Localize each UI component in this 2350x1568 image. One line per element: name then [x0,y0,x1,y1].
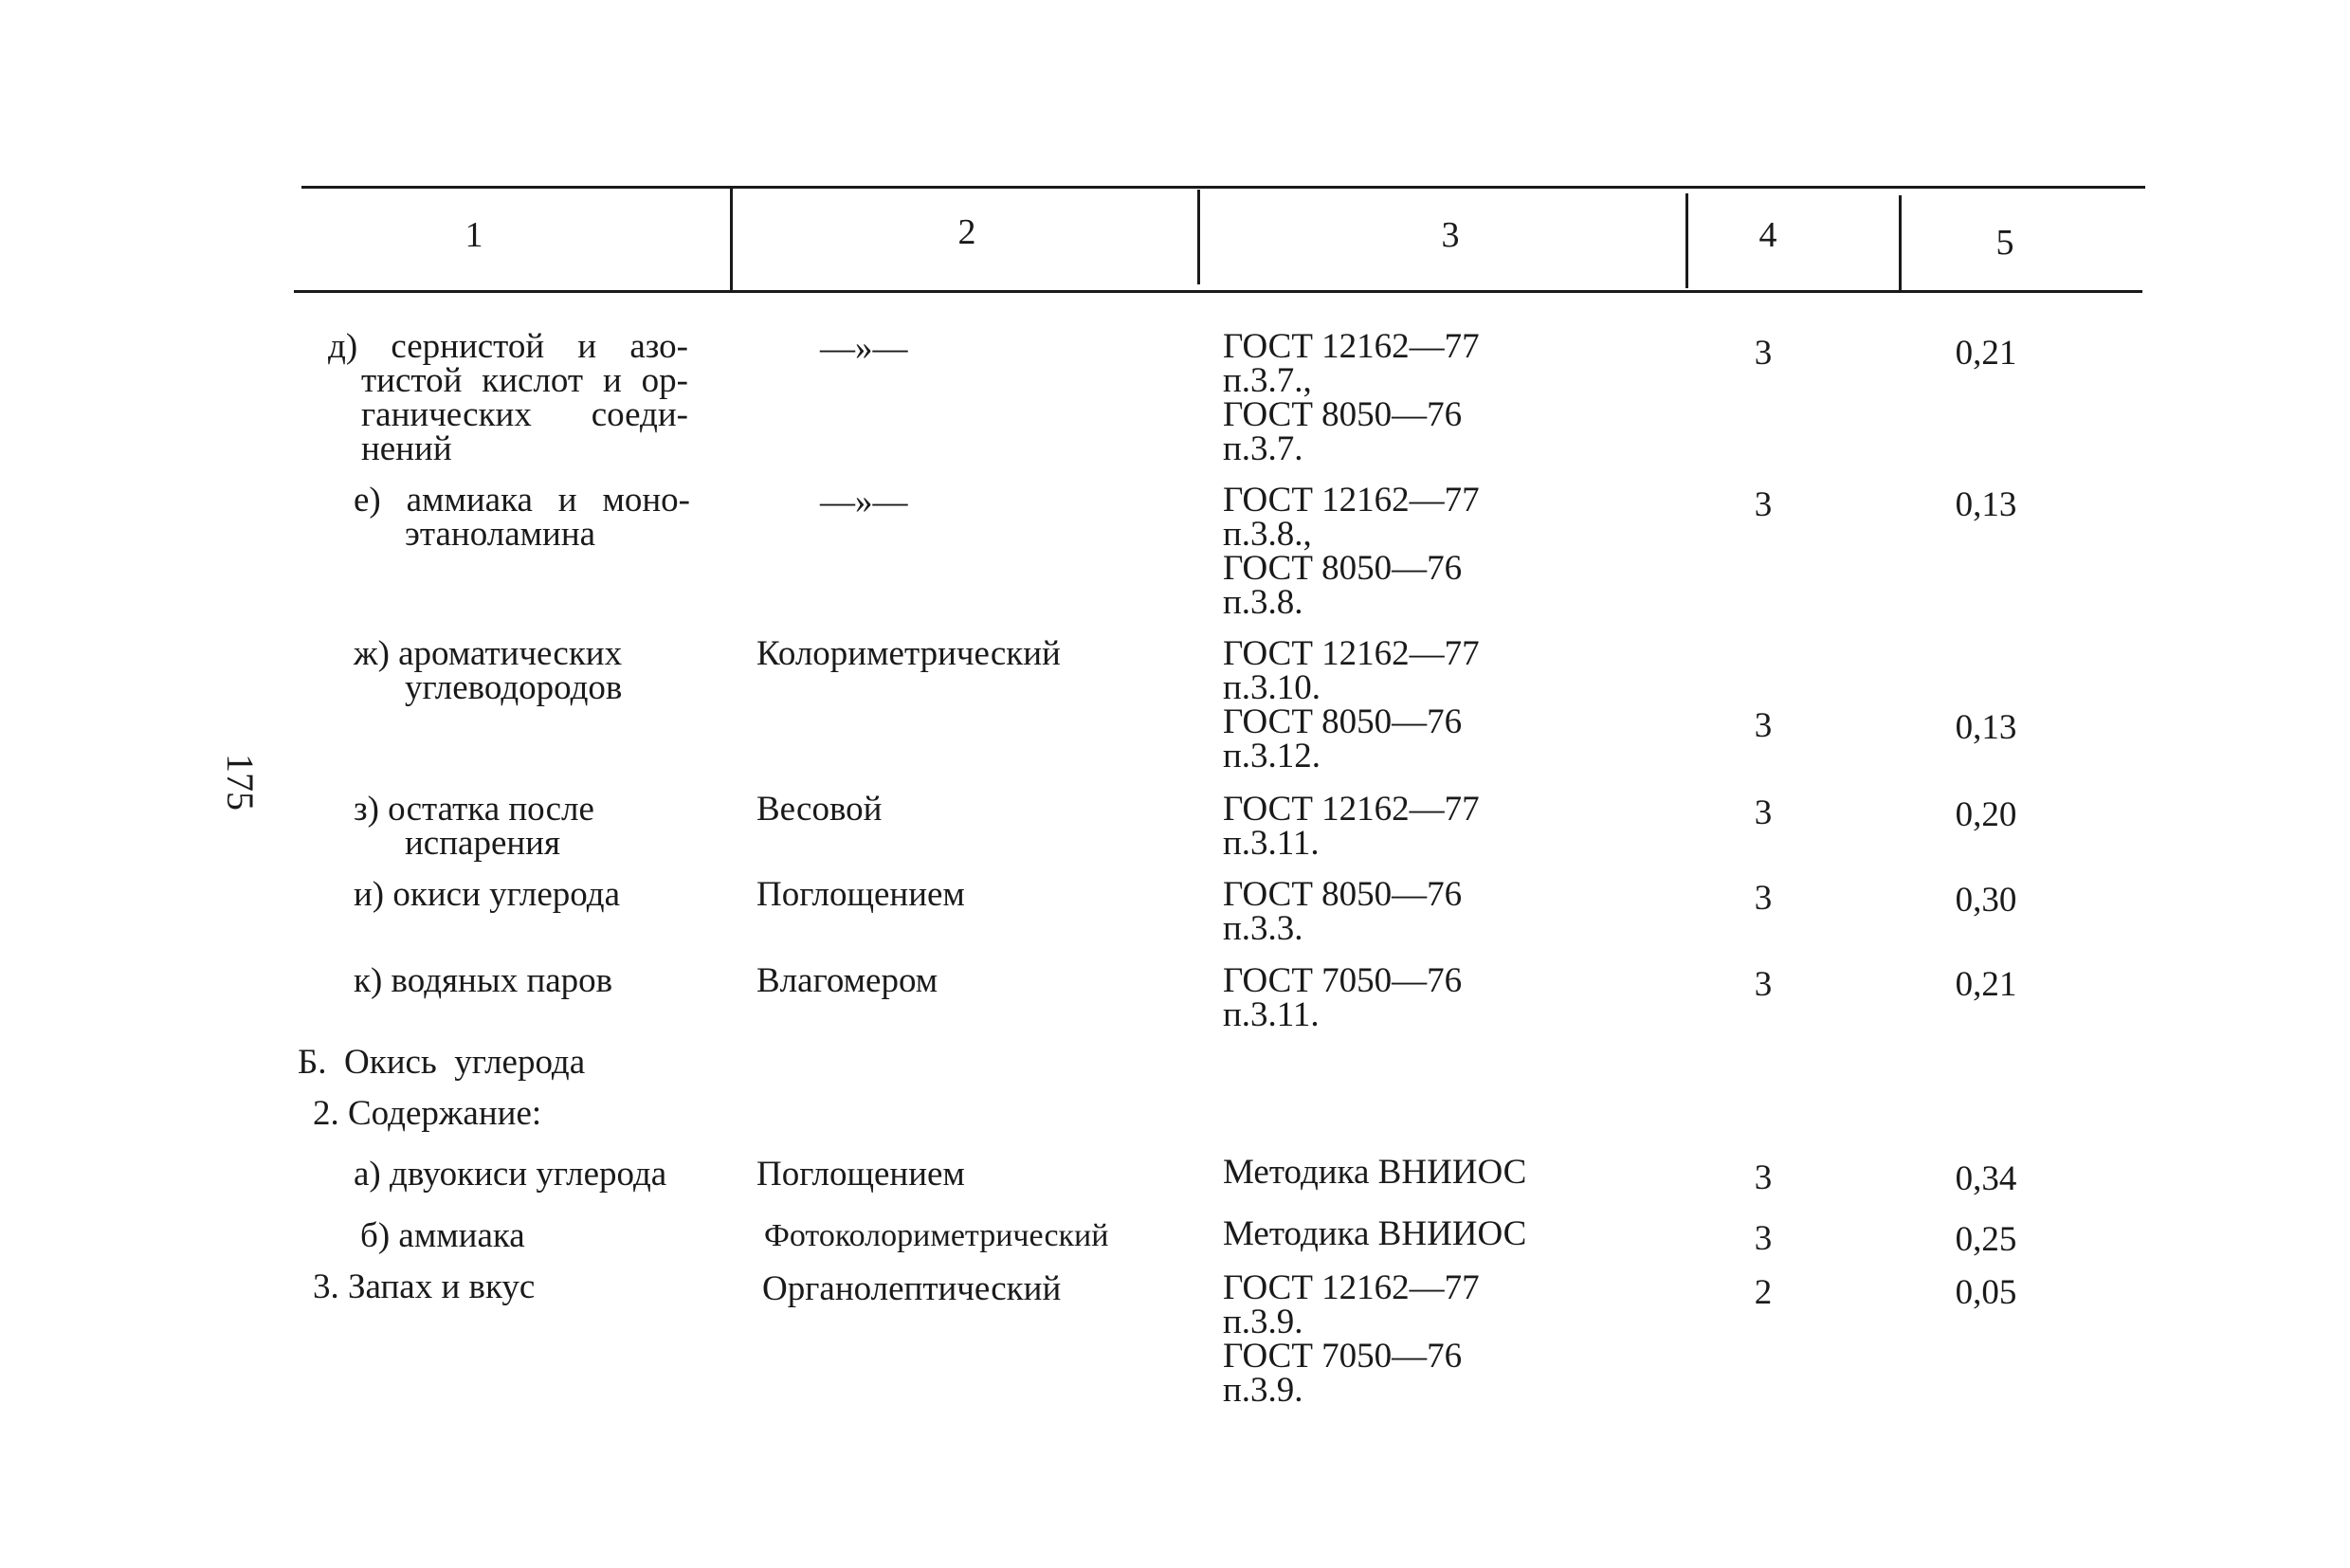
standard-clause: п.3.12. [1223,737,1321,775]
row-label-line: д) сернистой и азо- [328,327,688,366]
standard-clause: п.3.8. [1223,583,1303,622]
subsection-heading: 2. Содержание: [313,1094,542,1133]
column-divider [1685,193,1688,288]
column-header-1: 1 [465,215,483,255]
standard-clause: п.3.11. [1223,995,1320,1034]
standard-clause: п.3.3. [1223,909,1303,948]
col5-value: 0,13 [1955,708,2017,747]
row-label-line: е) аммиака и моно- [354,481,690,520]
row-label-line: и) окиси углерода [354,875,620,914]
row-label-line: к) водяных паров [354,961,613,1000]
method-label: Поглощением [756,875,965,914]
standard-ref: ГОСТ 12162—77 [1223,481,1480,520]
row-label-line: этаноламина [405,515,596,554]
col4-value: 3 [1754,1158,1773,1197]
row-label-line: тистой кислот и ор- [361,361,688,400]
column-header-2: 2 [957,212,976,252]
row-label-line: ж) ароматических [354,634,623,673]
ditto-mark: —»— [820,483,908,521]
col5-value: 0,13 [1955,485,2017,524]
standard-clause: п.3.10. [1223,668,1321,707]
method-label: Органолептический [762,1269,1062,1308]
standard-ref: ГОСТ 12162—77 [1223,790,1480,829]
method-label: Колориметрический [756,634,1061,673]
method-label: Фотоколориметрический [764,1218,1109,1253]
col5-value: 0,34 [1955,1159,2017,1198]
col4-value: 3 [1754,485,1773,524]
standard-ref: ГОСТ 12162—77 [1223,1268,1480,1307]
col5-value: 0,25 [1955,1220,2017,1259]
row-label-line: углеводородов [405,668,623,707]
standard-clause: п.3.7. [1223,429,1303,468]
col4-value: 3 [1754,965,1773,1004]
standard-clause: п.3.7., [1223,361,1312,400]
column-header-4: 4 [1758,215,1777,255]
row-label-line: испарения [405,824,560,863]
col4-value: 3 [1754,334,1773,373]
ditto-mark: —»— [820,329,908,368]
standard-ref: ГОСТ 8050—76 [1223,702,1463,741]
section-heading: Б. Окись углерода [298,1043,586,1082]
col4-value: 3 [1754,793,1773,832]
standard-ref: ГОСТ 8050—76 [1223,875,1463,914]
col4-value: 2 [1754,1273,1773,1312]
row-label: б) аммиака [360,1216,525,1255]
table-top-rule [301,186,2145,189]
method-label: Весовой [756,790,883,829]
standard-ref: ГОСТ 8050—76 [1223,549,1463,588]
page-number: 175 [219,754,262,811]
col4-value: 3 [1754,879,1773,918]
standard-ref: ГОСТ 7050—76 [1223,1337,1463,1376]
standard-ref: ГОСТ 8050—76 [1223,395,1463,434]
method-label: Поглощением [756,1155,965,1194]
method-label: Влагомером [756,961,938,1000]
column-header-3: 3 [1441,215,1460,255]
col5-value: 0,20 [1955,795,2017,834]
column-divider [1899,195,1902,290]
col5-value: 0,21 [1955,965,2017,1004]
standard-ref: Методика ВНИИОС [1223,1153,1527,1192]
standard-ref: Методика ВНИИОС [1223,1214,1527,1253]
col5-value: 0,05 [1955,1273,2017,1312]
standard-clause: п.3.9. [1223,1371,1303,1410]
column-divider [730,188,733,290]
row-label: а) двуокиси углерода [354,1155,667,1194]
row-label-line: з) остатка после [354,790,594,829]
col4-value: 3 [1754,706,1773,745]
standard-ref: ГОСТ 7050—76 [1223,961,1463,1000]
column-divider [1197,190,1200,284]
standard-clause: п.3.11. [1223,824,1320,863]
standard-ref: ГОСТ 12162—77 [1223,634,1480,673]
standard-clause: п.3.9. [1223,1303,1303,1341]
col5-value: 0,21 [1955,334,2017,373]
col4-value: 3 [1754,1219,1773,1258]
row-label: 3. Запах и вкус [313,1267,536,1306]
row-label-line: ганических соеди- [361,395,688,434]
table-header-bottom-rule [294,290,2142,293]
row-label-line: нений [361,429,452,468]
standard-ref: ГОСТ 12162—77 [1223,327,1480,366]
standard-clause: п.3.8., [1223,515,1312,554]
col5-value: 0,30 [1955,881,2017,920]
column-header-5: 5 [1995,223,2014,263]
